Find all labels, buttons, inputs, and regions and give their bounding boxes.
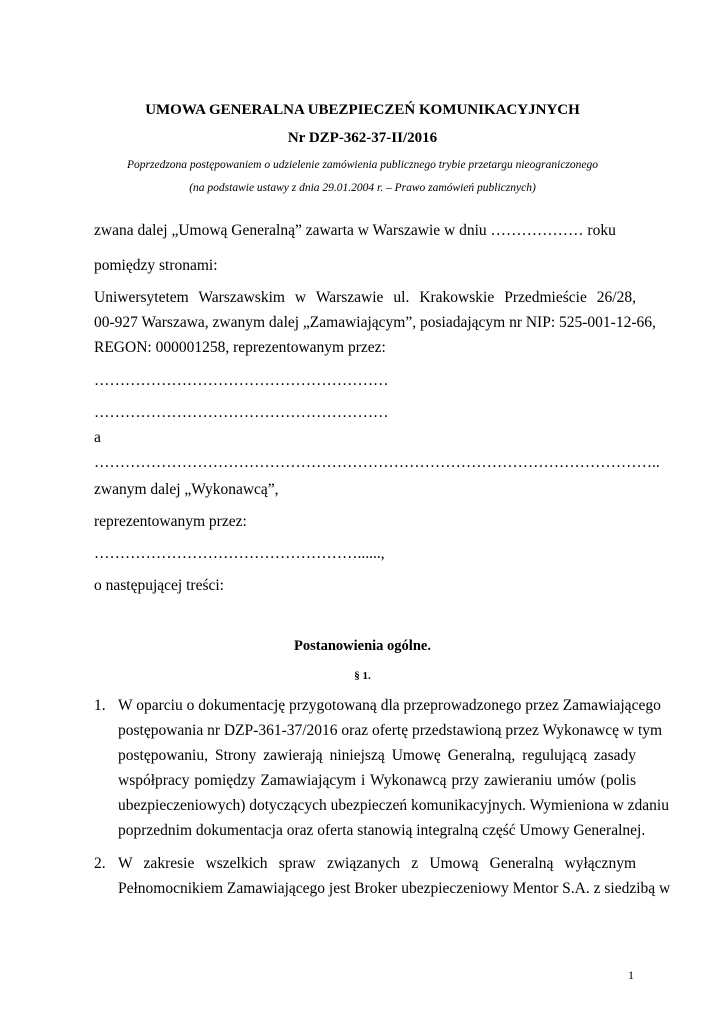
list-item-line: W zakresie wszelkich spraw związanych z Umową Generalną wyłącznym (118, 855, 636, 872)
list-item-number: 1. (94, 697, 106, 714)
and-conjunction: a (94, 429, 101, 446)
contractor-dots: ……………………………………………………………………………………………….. (94, 454, 660, 471)
represented-label: reprezentowanym przez: (94, 513, 247, 530)
party1-line: 00-927 Warszawa, zwanym dalej „Zamawiającym”, posiadającym nr NIP: 525-001-12-66, (94, 314, 656, 331)
list-item-line: postępowaniu, Strony zawierają niniejszą Umowę Generalną, regulującą zasady (118, 747, 636, 764)
signature-dots: ………………………………………………… (94, 404, 389, 421)
list-item-line: Pełnomocnikiem Zamawiającego jest Broker ubezpieczeniowy Mentor S.A. z siedzibą w (118, 880, 671, 897)
paragraph-marker: § 1. (354, 670, 371, 682)
party1-line: REGON: 000001258, reprezentowanym przez: (94, 339, 386, 356)
subtitle-procedure: Poprzedzona postępowaniem o udzielenie zamówienia publicznego trybie przetargu nieograniczonego (126, 159, 599, 171)
list-item-line: ubezpieczeniowych) dotyczących ubezpieczeń komunikacyjnych. Wymieniona w zdaniu (118, 797, 669, 814)
section-title: Postanowienia ogólne. (294, 638, 431, 654)
list-item-number: 2. (94, 855, 106, 872)
parties-line: pomiędzy stronami: (94, 257, 218, 274)
list-item-line: współpracy pomiędzy Zamawiającym i Wykonawcą przy zawieraniu umów (polis (118, 772, 636, 789)
list-item-line: poprzednim dokumentacja oraz oferta stanowią integralną część Umowy Generalnej. (118, 822, 646, 839)
party1-line: Uniwersytetem Warszawskim w Warszawie ul. Krakowskie Przedmieście 26/28, (94, 289, 636, 306)
list-item-line: W oparciu o dokumentację przygotowaną dla przeprowadzonego przez Zamawiającego (118, 697, 661, 714)
list-item-line: postępowania nr DZP-361-37/2016 oraz ofertę przedstawioną przez Wykonawcę w tym (118, 722, 663, 739)
intro-line: zwana dalej „Umową Generalną” zawarta w Warszawie w dniu ……………… roku (94, 222, 616, 239)
signature-dots: ………………………………………………… (94, 372, 389, 389)
document-title: UMOWA GENERALNA UBEZPIECZEŃ KOMUNIKACYJNYCH (145, 102, 580, 118)
subtitle-legal-basis: (na podstawie ustawy z dnia 29.01.2004 r. – Prawo zamówień publicznych) (189, 182, 536, 194)
content-intro: o następującej treści: (94, 577, 224, 594)
document-number: Nr DZP-362-37-II/2016 (287, 130, 438, 146)
page-number: 1 (628, 968, 634, 982)
contractor-label: zwanym dalej „Wykonawcą”, (94, 481, 279, 498)
representative-dots: ……………………………………………......, (94, 545, 385, 562)
